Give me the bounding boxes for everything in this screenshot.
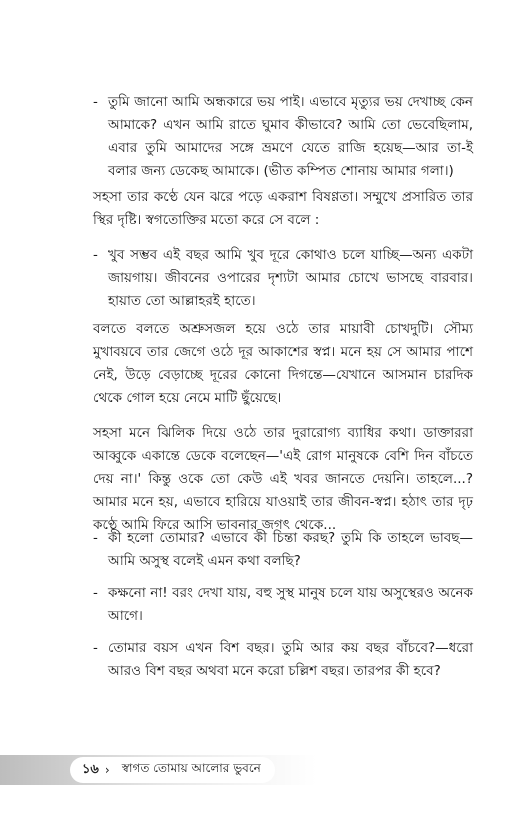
dialogue-line-5 [93, 637, 473, 683]
dialogue-text: কী হলো তোমার? এভাবে কী চিন্তা করছ? তুমি কি তাহলে ভাবছ—আমি অসুস্থ বলেই এমন কথা বলছি? [108, 530, 473, 569]
narrative-paragraph-1: সহসা তার কণ্ঠে যেন ঝরে পড়ে একরাশ বিষণ্ণতা। সম্মুখে প্রসারিত তার স্থির দৃষ্টি। স্বগতোক্তির মতো করে সে বলে : [93, 189, 473, 228]
dialogue-text: কক্ষনো না! বরং দেখা যায়, বহু সুস্থ মানুষ চলে যায় অসুস্থেরও অনেক আগে। [108, 585, 473, 624]
dialogue-text: খুব সম্ভব এই বছর আমি খুব দূরে কোথাও চলে যাচ্ছি—অন্য একটা জায়গায়। জীবনের ওপারের দৃশ্যটা আমার চোখে ভাসছে বারবার। হায়াত তো আল্লাহরই হাতে। [108, 247, 473, 309]
chevron-right-icon: › [104, 763, 110, 777]
dialogue-text: তুমি জানো আমি অন্ধকারে ভয় পাই। এভাবে মৃত্যুর ভয় দেখাচ্ছ কেন আমাকে? এখন আমি রাতে ঘুমাব কীভাবে? আমি তো ভেবেছিলাম, এবার তুমি আমাদের সঙ্গে ভ্রমণে যেতে রাজি হয়েছ—আর তা-ই বলার জন্য ডেকেছ আমাকে। (ভীত কম্পিত শোনায় আমার গলা।) [108, 94, 473, 179]
page-footer [70, 757, 275, 783]
book-title: স্বাগত তোমায় আলোর ভুবনে [121, 761, 261, 775]
narrative-paragraph-3: সহসা মনে ঝিলিক দিয়ে ওঠে তার দুরারোগ্য ব্যাধির কথা। ডাক্তাররা আব্বুকে একান্তে ডেকে বলেছেন—'এই রোগ মানুষকে বেশি দিন বাঁচতে দেয় না।' কিন্তু ওকে তো কেউ এই খবর জানতে দেয়নি। তাহলে...? আমার মনে হয়, এভাবে হারিয়ে যাওয়াই তার জীবন-স্বপ্ন। হঠাৎ তার দৃঢ় কণ্ঠে আমি ফিরে আসি ভাবনার জগৎ থেকে... [93, 425, 473, 533]
dialogue-text: তোমার বয়স এখন বিশ বছর। তুমি আর কয় বছর বাঁচবে?—ধরো আরও বিশ বছর অথবা মনে করো চল্লিশ বছর। তারপর কী হবে? [108, 640, 473, 679]
dialogue-dash: - [93, 585, 98, 601]
dialogue-line-3 [93, 527, 473, 573]
dialogue-line-2 [93, 244, 473, 313]
narrative-paragraph-2: বলতে বলতে অশ্রুসজল হয়ে ওঠে তার মায়াবী চোখদুটি। সৌম্য মুখাবয়বে তার জেগে ওঠে দূর আকাশের স্বপ্ন। মনে হয় সে আমার পাশে নেই, উড়ে বেড়াচ্ছে দূরের কোনো দিগন্তে—যেখানে আসমান চারদিক থেকে গোল হয়ে নেমে মাটি ছুঁয়েছে। [93, 321, 473, 406]
dialogue-dash: - [93, 530, 98, 546]
dialogue-dash: - [93, 247, 98, 263]
dialogue-dash: - [93, 640, 98, 656]
dialogue-line-1 [93, 91, 473, 183]
dialogue-line-4 [93, 582, 473, 628]
dialogue-dash: - [93, 94, 98, 110]
page-number: ১৬ [82, 761, 99, 777]
